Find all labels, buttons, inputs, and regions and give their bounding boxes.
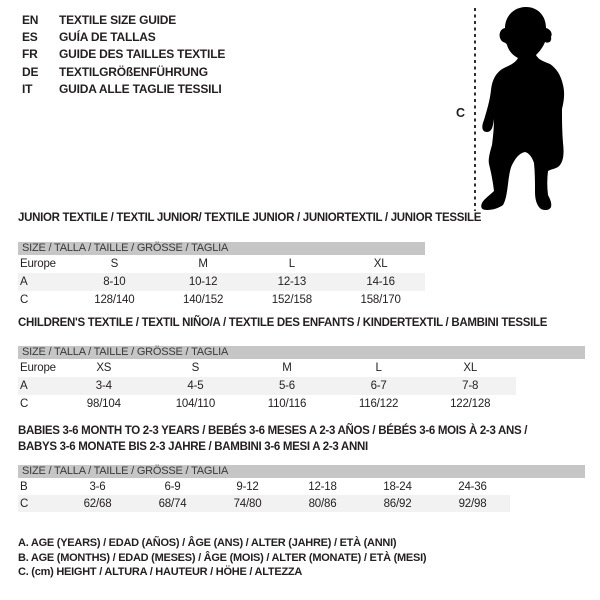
table-row bbox=[18, 359, 516, 377]
age-cell: 12-13 bbox=[277, 276, 307, 288]
height-dashed-line bbox=[474, 8, 476, 211]
language-row-it bbox=[22, 82, 225, 99]
height-cell: 122/128 bbox=[450, 398, 491, 410]
language-row-es bbox=[22, 30, 225, 47]
row-label: C bbox=[20, 294, 29, 306]
childrens-size-header-bar: SIZE / TALLA / TAILLE / GRÖSSE / TAGLIA bbox=[18, 346, 585, 359]
size-cell: M bbox=[282, 362, 292, 374]
legend-line-c: C. (cm) HEIGHT / ALTURA / HAUTEUR / HÖHE / ALTEZZA bbox=[18, 566, 303, 579]
height-cell: 98/104 bbox=[86, 398, 121, 410]
junior-textile-section bbox=[18, 211, 482, 309]
table-row bbox=[18, 273, 425, 291]
height-cell: 152/158 bbox=[271, 294, 312, 306]
table-row bbox=[18, 395, 516, 413]
babies-table-title-line2: BABYS 3-6 MONATE BIS 2-3 JAHRE / BAMBINI 3-6 MESI A 2-3 ANNI bbox=[18, 441, 368, 453]
legend bbox=[18, 536, 426, 580]
table-row bbox=[18, 255, 425, 273]
height-cell: 104/110 bbox=[175, 398, 216, 410]
size-cell: XL bbox=[373, 258, 388, 270]
size-cell: L bbox=[375, 362, 382, 374]
row-label: Europe bbox=[20, 258, 56, 270]
age-months-cell: 24-36 bbox=[458, 480, 487, 493]
row-label: C bbox=[20, 398, 29, 410]
age-months-cell: 12-18 bbox=[308, 480, 337, 493]
height-cell: 92/98 bbox=[458, 497, 487, 510]
height-cell: 128/140 bbox=[94, 294, 135, 306]
row-label: A bbox=[20, 380, 28, 392]
age-cell: 6-7 bbox=[370, 380, 387, 392]
size-cell: XS bbox=[96, 362, 112, 374]
size-cell: M bbox=[198, 258, 208, 270]
size-cell: S bbox=[191, 362, 200, 374]
language-code: IT bbox=[22, 81, 33, 96]
height-cell: 62/68 bbox=[83, 497, 112, 510]
height-cell: 110/116 bbox=[267, 398, 307, 410]
age-cell: 3-4 bbox=[95, 380, 112, 392]
babies-size-header-bar: SIZE / TALLA / TAILLE / GRÖSSE / TAGLIA bbox=[18, 465, 585, 478]
language-title: TEXTILE SIZE GUIDE bbox=[59, 13, 177, 27]
age-cell: 4-5 bbox=[187, 380, 204, 392]
age-months-cell: 18-24 bbox=[383, 480, 412, 493]
language-title: GUIDA ALLE TAGLIE TESSILI bbox=[59, 81, 222, 96]
size-cell: S bbox=[110, 258, 119, 270]
age-months-cell: 9-12 bbox=[236, 480, 259, 493]
babies-table-title-line1: BABIES 3-6 MONTH TO 2-3 YEARS / BEBÉS 3-6 MESES A 2-3 AÑOS / BÉBÉS 3-6 MOIS À 2-3 ANS / bbox=[18, 425, 528, 437]
height-cell: 68/74 bbox=[158, 497, 187, 510]
language-code: ES bbox=[22, 30, 38, 45]
childrens-textile-section bbox=[18, 316, 585, 413]
childrens-size-table bbox=[18, 359, 516, 413]
language-row-de bbox=[22, 65, 225, 82]
language-code: EN bbox=[22, 13, 39, 27]
age-cell: 8-10 bbox=[103, 276, 126, 288]
height-marker-label: C bbox=[456, 106, 466, 120]
language-row-en bbox=[22, 13, 225, 30]
junior-size-table bbox=[18, 255, 425, 309]
language-row-fr bbox=[22, 47, 225, 64]
legend-line-a: A. AGE (YEARS) / EDAD (AÑOS) / ÂGE (ANS) / ALTER (JAHRE) / ETÀ (ANNI) bbox=[18, 537, 397, 549]
table-row bbox=[18, 377, 516, 395]
height-cell: 116/122 bbox=[358, 398, 399, 410]
babies-size-table bbox=[18, 478, 510, 512]
toddler-silhouette-image bbox=[478, 4, 580, 216]
row-label: Europe bbox=[20, 362, 56, 374]
junior-size-header-bar: SIZE / TALLA / TAILLE / GRÖSSE / TAGLIA bbox=[18, 242, 425, 255]
table-row bbox=[18, 291, 425, 309]
age-cell: 10-12 bbox=[188, 276, 218, 288]
language-title: TEXTILGRÖßENFÜHRUNG bbox=[59, 64, 208, 79]
table-row bbox=[18, 478, 510, 495]
age-cell: 14-16 bbox=[366, 276, 395, 288]
row-label: A bbox=[20, 276, 28, 288]
age-months-cell: 3-6 bbox=[89, 480, 106, 493]
childrens-table-title: CHILDREN'S TEXTILE / TEXTIL NIÑO/A / TEXTILE DES ENFANTS / KINDERTEXTIL / BAMBINI TESSILE bbox=[18, 317, 548, 329]
language-header bbox=[22, 13, 225, 99]
age-cell: 7-8 bbox=[462, 380, 479, 392]
language-code: DE bbox=[22, 64, 39, 79]
height-cell: 74/80 bbox=[233, 497, 262, 510]
age-cell: 5-6 bbox=[278, 380, 295, 392]
row-label: B bbox=[20, 480, 28, 493]
height-cell: 140/152 bbox=[183, 294, 224, 306]
language-code: FR bbox=[22, 47, 38, 62]
row-label: C bbox=[20, 497, 29, 510]
language-title: GUÍA DE TALLAS bbox=[59, 30, 156, 45]
language-title: GUIDE DES TAILLES TEXTILE bbox=[59, 47, 226, 62]
height-cell: 158/170 bbox=[360, 294, 401, 306]
height-cell: 86/92 bbox=[383, 497, 412, 510]
size-cell: XL bbox=[463, 362, 478, 374]
age-months-cell: 6-9 bbox=[164, 480, 181, 493]
table-row bbox=[18, 495, 510, 512]
babies-textile-section bbox=[18, 423, 585, 512]
legend-line-b: B. AGE (MONTHS) / EDAD (MESES) / ÂGE (MOIS) / ALTER (MONATE) / ETÀ (MESI) bbox=[18, 551, 427, 564]
size-cell: L bbox=[288, 258, 295, 270]
junior-table-title: JUNIOR TEXTILE / TEXTIL JUNIOR/ TEXTILE JUNIOR / JUNIORTEXTIL / JUNIOR TESSILE bbox=[18, 212, 482, 224]
height-cell: 80/86 bbox=[308, 497, 337, 510]
